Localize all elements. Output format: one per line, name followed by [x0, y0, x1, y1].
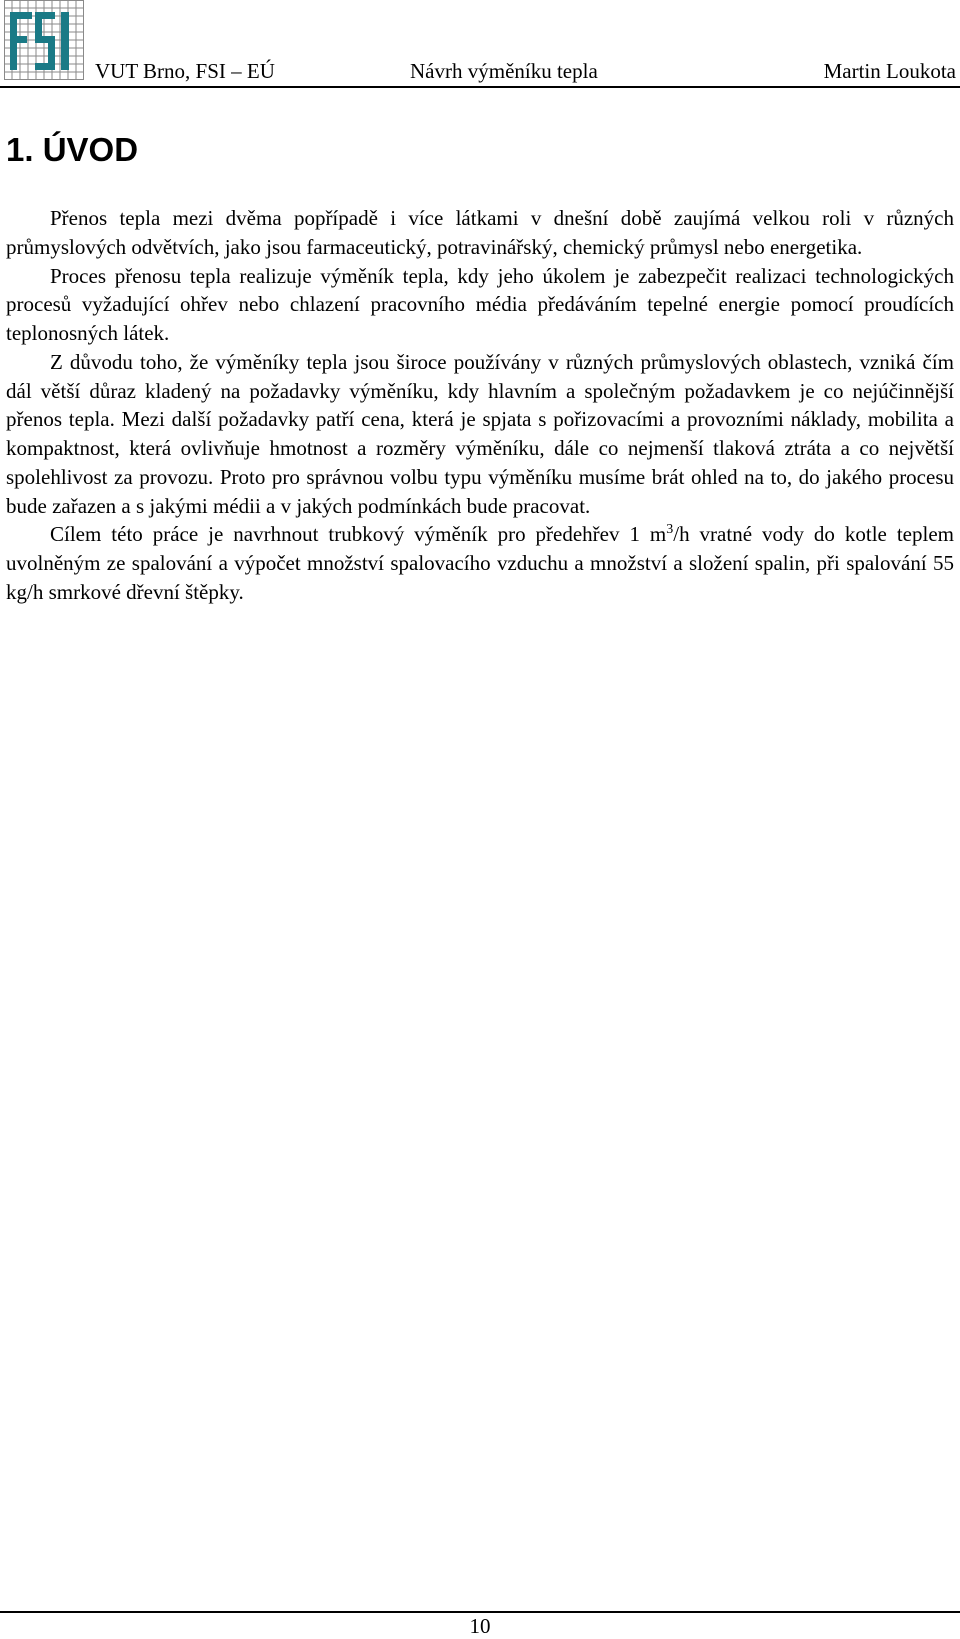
- page-header: [0, 0, 960, 90]
- paragraph-3: Z důvodu toho, že výměníky tepla jsou široce používány v různých průmyslových oblastech, vzniká čím dál větší důraz kladený na požadavky výměníku, kdy hlavním a společným požadavkem je co nejúčinnější přenos tepla. Mezi další požadavky patří cena, která je spjata s pořizovacími a provozními náklady, mobilita a kompaktnost, která ovlivňuje hmotnost a rozměry výměníku, dále co nejmenší tlaková ztráta a co největší spolehlivost za provozu. Proto pro správnou volbu typu výměníku musíme brát ohled na to, do jakého procesu bude zařazen a s jakými médii a v jakých podmínkách bude pracovat.: [6, 349, 954, 518]
- page-number: 10: [469, 1614, 491, 1638]
- fsi-logo: [4, 0, 84, 80]
- paragraph-4-end: /h vratné vody do kotle teplem uvolněným ze spalování a výpočet množství spalovacího vzduchu a množství a složení spalin, při spalování 55 kg/h smrkové dřevní štěpky.: [6, 522, 954, 604]
- cubic-superscript: 3: [666, 522, 674, 538]
- header-institution: VUT Brno, FSI – EÚ: [95, 59, 275, 83]
- chapter-title: 1. ÚVOD: [6, 131, 139, 168]
- paragraph-2: Proces přenosu tepla realizuje výměník tepla, kdy jeho úkolem je zabezpečit realizaci technologických procesů vyžadující ohřev nebo chlazení pracovního média předáváním tepelné energie pomocí proudících teplonosných látek.: [6, 263, 954, 345]
- header-document-title: Návrh výměníku tepla: [410, 59, 598, 83]
- chapter-body: [6, 204, 954, 607]
- header-author: Martin Loukota: [823, 59, 956, 83]
- paragraph-1: Přenos tepla mezi dvěma popřípadě i více látkami v dnešní době zaujímá velkou roli v různých průmyslových odvětvích, jako jsou farmaceutický, potravinářský, chemický průmysl nebo energetika.: [6, 206, 954, 259]
- paragraph-4: [6, 520, 954, 606]
- header-divider: [0, 86, 960, 88]
- paragraph-4-start: Cílem této práce je navrhnout trubkový výměník pro předehřev 1 m: [50, 522, 667, 547]
